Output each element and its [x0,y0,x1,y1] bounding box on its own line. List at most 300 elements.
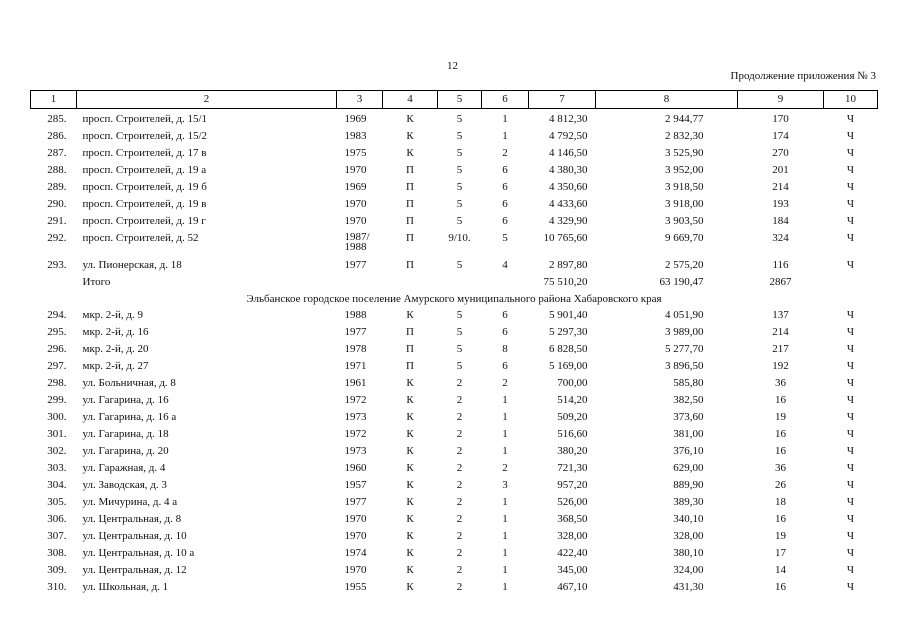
category-cell: Ч [846,428,855,440]
table-row [31,147,878,164]
material-cell: К [406,147,414,159]
entrances-cell: 6 [502,360,508,372]
floors-cell: 2 [456,394,463,406]
material-cell: К [406,394,414,406]
residents-cell: 16 [775,428,786,440]
total-living-sum: 63 190,47 [659,276,704,288]
category-cell: Ч [846,547,855,559]
residents-cell: 214 [772,326,789,338]
material-cell: П [406,198,414,210]
row-number: 286. [47,130,67,142]
floors-cell: 5 [456,326,463,338]
category-cell: Ч [846,564,855,576]
table-row [31,130,878,147]
total-area-cell: 516,60 [557,428,588,440]
table-row [31,164,878,181]
row-number: 306. [47,513,67,525]
address-cell: мкр. 2-й, д. 16 [82,326,149,338]
year-cell: 1977 [344,326,367,338]
material-cell: К [406,496,414,508]
total-area-cell: 4 350,60 [549,181,588,193]
category-cell: Ч [846,147,855,159]
total-area-cell: 328,00 [557,530,588,542]
living-area-cell: 629,00 [673,462,704,474]
year-cell: 1961 [344,377,367,389]
floors-cell: 5 [456,181,463,193]
living-area-cell: 585,80 [673,377,704,389]
category-cell: Ч [846,462,855,474]
entrances-cell: 8 [502,343,508,355]
year-cell: 1970 [344,513,367,525]
floors-cell: 5 [456,360,463,372]
total-area-cell: 721,30 [557,462,588,474]
address-cell: мкр. 2-й, д. 27 [82,360,149,372]
residents-cell: 137 [772,309,789,321]
category-cell: Ч [846,411,855,423]
living-area-cell: 340,10 [673,513,704,525]
year-cell: 1970 [344,198,367,210]
table-row [31,394,878,411]
total-area-cell: 5 901,40 [549,309,588,321]
row-number: 285. [47,113,67,125]
total-area-cell: 368,50 [557,513,588,525]
material-cell: К [406,513,414,525]
residents-cell: 116 [772,259,789,271]
entrances-cell: 6 [502,215,508,227]
address-cell: мкр. 2-й, д. 20 [82,343,149,355]
category-cell: Ч [846,232,855,244]
material-cell: К [406,530,414,542]
table-row [31,479,878,496]
total-area-cell: 4 329,90 [549,215,588,227]
entrances-cell: 6 [502,181,508,193]
residents-cell: 192 [772,360,789,372]
row-number: 290. [47,198,67,210]
address-cell: ул. Пионерская, д. 18 [82,259,182,271]
row-number: 292. [47,232,67,244]
address-cell: просп. Строителей, д. 15/2 [82,130,208,142]
total-area-cell: 4 380,30 [549,164,588,176]
header-cell: 10 [824,91,878,109]
living-area-cell: 431,30 [673,581,704,593]
category-cell: Ч [846,530,855,542]
row-number: 301. [47,428,67,440]
residents-cell: 26 [775,479,786,491]
address-cell: ул. Центральная, д. 10 а [82,547,195,559]
header-cell: 7 [529,91,596,109]
header-row [31,91,878,109]
total-area-cell: 4 433,60 [549,198,588,210]
residents-cell: 174 [772,130,789,142]
material-cell: П [406,232,414,244]
row-number: 310. [47,581,67,593]
row-number: 287. [47,147,67,159]
year-cell: 1973 [344,445,367,457]
material-cell: П [406,343,414,355]
entrances-cell: 1 [502,530,508,542]
living-area-cell: 2 832,30 [665,130,704,142]
living-area-cell: 2 944,77 [665,113,704,125]
entrances-cell: 6 [502,198,508,210]
table-row [31,343,878,360]
residents-cell: 16 [775,513,786,525]
floors-cell: 2 [456,411,463,423]
material-cell: К [406,428,414,440]
address-cell: просп. Строителей, д. 15/1 [82,113,208,125]
living-area-cell: 376,10 [673,445,704,457]
material-cell: К [406,411,414,423]
entrances-cell: 1 [502,564,508,576]
row-number: 303. [47,462,67,474]
address-cell: ул. Больничная, д. 8 [82,377,176,389]
header-cell: 2 [77,91,337,109]
floors-cell: 5 [456,198,463,210]
address-cell: ул. Гагарина, д. 16 а [82,411,177,423]
living-area-cell: 5 277,70 [665,343,704,355]
address-cell: мкр. 2-й, д. 9 [82,309,143,321]
floors-cell: 2 [456,445,463,457]
residents-cell: 19 [775,530,786,542]
year-cell: 1983 [344,130,367,142]
category-cell: Ч [846,198,855,210]
row-number: 307. [47,530,67,542]
living-area-cell: 4 051,90 [665,309,704,321]
address-cell: ул. Школьная, д. 1 [82,581,169,593]
total-row [31,276,878,293]
row-number: 309. [47,564,67,576]
category-cell: Ч [846,164,855,176]
total-area-cell: 4 812,30 [549,113,588,125]
material-cell: К [406,113,414,125]
row-number: 305. [47,496,67,508]
category-cell: Ч [846,513,855,525]
year-cell: 1975 [344,147,367,159]
category-cell: Ч [846,394,855,406]
table-row [31,259,878,276]
residents-cell: 193 [772,198,789,210]
table-row [31,462,878,479]
total-area-cell: 4 792,50 [549,130,588,142]
material-cell: К [406,130,414,142]
total-area-cell: 345,00 [557,564,588,576]
living-area-cell: 3 896,50 [665,360,704,372]
year-cell: 1969 [344,113,367,125]
residents-cell: 170 [772,113,789,125]
floors-cell: 5 [456,147,463,159]
material-cell: П [406,181,414,193]
entrances-cell: 1 [502,394,508,406]
table-row [31,547,878,564]
residents-cell: 14 [775,564,786,576]
row-number: 302. [47,445,67,457]
year-cell: 1970 [344,530,367,542]
entrances-cell: 1 [502,513,508,525]
entrances-cell: 1 [502,445,508,457]
address-cell: ул. Гагарина, д. 16 [82,394,169,406]
material-cell: К [406,462,414,474]
living-area-cell: 389,30 [673,496,704,508]
row-number: 294. [47,309,67,321]
total-area-sum: 75 510,20 [543,276,588,288]
table-row [31,564,878,581]
material-cell: К [406,547,414,559]
total-residents-sum: 2867 [769,276,792,288]
entrances-cell: 5 [502,232,508,244]
row-number: 295. [47,326,67,338]
table-row [31,198,878,215]
entrances-cell: 1 [502,496,508,508]
year-cell: 1970 [344,564,367,576]
address-cell: ул. Заводская, д. 3 [82,479,167,491]
entrances-cell: 6 [502,164,508,176]
floors-cell: 2 [456,428,463,440]
entrances-cell: 6 [502,326,508,338]
living-area-cell: 380,10 [673,547,704,559]
year-cell: 1970 [344,215,367,227]
residents-cell: 217 [772,343,789,355]
material-cell: П [406,164,414,176]
year-cell: 1977 [344,259,367,271]
total-area-cell: 6 828,50 [549,343,588,355]
entrances-cell: 1 [502,547,508,559]
residents-cell: 16 [775,394,786,406]
year-cell: 1955 [344,581,367,593]
entrances-cell: 2 [502,377,508,389]
residents-cell: 18 [775,496,786,508]
header-cell: 9 [738,91,824,109]
table-row [31,215,878,232]
material-cell: П [406,259,414,271]
living-area-cell: 3 989,00 [665,326,704,338]
floors-cell: 5 [456,309,463,321]
table-row [31,360,878,377]
living-area-cell: 373,60 [673,411,704,423]
entrances-cell: 3 [502,479,508,491]
address-cell: ул. Мичурина, д. 4 а [82,496,178,508]
floors-cell: 2 [456,581,463,593]
material-cell: К [406,564,414,576]
total-area-cell: 467,10 [557,581,588,593]
section-row [31,293,878,309]
living-area-cell: 3 918,50 [665,181,704,193]
material-cell: П [406,360,414,372]
floors-cell: 5 [456,130,463,142]
floors-cell: 2 [456,547,463,559]
page-number: 12 [447,60,458,72]
total-area-cell: 957,20 [557,479,588,491]
total-area-cell: 526,00 [557,496,588,508]
year-cell: 1971 [344,360,367,372]
year-cell: 1957 [344,479,367,491]
entrances-cell: 1 [502,130,508,142]
category-cell: Ч [846,181,855,193]
empty-cell [337,276,383,293]
residents-cell: 270 [772,147,789,159]
category-cell: Ч [846,343,855,355]
residents-cell: 184 [772,215,789,227]
address-cell: просп. Строителей, д. 19 а [82,164,207,176]
row-number: 299. [47,394,67,406]
material-cell: К [406,309,414,321]
section-title: Эльбанское городское поселение Амурского муниципального района Хабаровского края [246,293,662,305]
living-area-cell: 3 903,50 [665,215,704,227]
entrances-cell: 1 [502,411,508,423]
category-cell: Ч [846,479,855,491]
material-cell: К [406,581,414,593]
year-cell: 1973 [344,411,367,423]
row-number: 297. [47,360,67,372]
address-cell: ул. Центральная, д. 12 [82,564,187,576]
living-area-cell: 3 525,90 [665,147,704,159]
empty-cell [824,276,878,293]
living-area-cell: 3 918,00 [665,198,704,210]
living-area-cell: 3 952,00 [665,164,704,176]
material-cell: П [406,326,414,338]
year-cell: 1972 [344,394,367,406]
material-cell: К [406,445,414,457]
address-cell: ул. Центральная, д. 8 [82,513,182,525]
row-number: 289. [47,181,67,193]
residents-cell: 324 [772,232,789,244]
year-cell: 1978 [344,343,367,355]
living-area-cell: 2 575,20 [665,259,704,271]
year-cell: 1977 [344,496,367,508]
residents-cell: 16 [775,581,786,593]
housing-table [30,90,878,598]
year-cell: 1988 [344,309,367,321]
living-area-cell: 324,00 [673,564,704,576]
total-area-cell: 700,00 [557,377,588,389]
category-cell: Ч [846,360,855,372]
living-area-cell: 382,50 [673,394,704,406]
floors-cell: 5 [456,113,463,125]
category-cell: Ч [846,581,855,593]
header-cell: 5 [438,91,482,109]
table-row [31,377,878,394]
table-row [31,530,878,547]
table-row [31,513,878,530]
total-area-cell: 5 297,30 [549,326,588,338]
header-cell: 8 [596,91,738,109]
residents-cell: 36 [775,462,786,474]
floors-cell: 5 [456,259,463,271]
floors-cell: 9/10. [448,232,471,244]
year-cell: 1960 [344,462,367,474]
entrances-cell: 1 [502,428,508,440]
floors-cell: 2 [456,377,463,389]
category-cell: Ч [846,377,855,389]
residents-cell: 19 [775,411,786,423]
floors-cell: 2 [456,462,463,474]
entrances-cell: 2 [502,462,508,474]
category-cell: Ч [846,326,855,338]
category-cell: Ч [846,445,855,457]
floors-cell: 2 [456,564,463,576]
floors-cell: 5 [456,164,463,176]
table-body-part-1 [31,109,878,233]
empty-cell [383,276,438,293]
year-cell: 1972 [344,428,367,440]
residents-cell: 214 [772,181,789,193]
row-number: 304. [47,479,67,491]
floors-cell: 2 [456,496,463,508]
total-area-cell: 380,20 [557,445,588,457]
header-cell: 1 [31,91,77,109]
total-area-cell: 4 146,50 [549,147,588,159]
address-cell: просп. Строителей, д. 17 в [82,147,207,159]
address-cell: просп. Строителей, д. 19 в [82,198,207,210]
total-area-cell: 509,20 [557,411,588,423]
header-cell: 6 [482,91,529,109]
entrances-cell: 6 [502,309,508,321]
table-row [31,181,878,198]
floors-cell: 5 [456,343,463,355]
floors-cell: 2 [456,530,463,542]
address-cell: ул. Гаражная, д. 4 [82,462,166,474]
year-line-2: 1988 [344,241,367,253]
residents-cell: 201 [772,164,789,176]
address-cell: просп. Строителей, д. 19 г [82,215,206,227]
floors-cell: 5 [456,215,463,227]
row-number: 308. [47,547,67,559]
category-cell: Ч [846,309,855,321]
row-number: 293. [47,259,67,271]
table-body-part-3 [31,309,878,598]
row-number: 296. [47,343,67,355]
year-line-1: 1987/ [344,231,370,243]
address-cell: ул. Центральная, д. 10 [82,530,187,542]
header-cell: 4 [383,91,438,109]
table-row [31,496,878,513]
floors-cell: 2 [456,479,463,491]
residents-cell: 17 [775,547,786,559]
address-cell: просп. Строителей, д. 52 [82,232,199,244]
residents-cell: 16 [775,445,786,457]
total-area-cell: 422,40 [557,547,588,559]
entrances-cell: 2 [502,147,508,159]
empty-cell [438,276,482,293]
empty-cell [31,276,77,293]
address-cell: просп. Строителей, д. 19 б [82,181,207,193]
living-area-cell: 328,00 [673,530,704,542]
entrances-cell: 1 [502,113,508,125]
table-row [31,411,878,428]
category-cell: Ч [846,259,855,271]
year-cell: 1974 [344,547,367,559]
category-cell: Ч [846,215,855,227]
entrances-cell: 4 [502,259,508,271]
total-area-cell: 514,20 [557,394,588,406]
year-cell: 1970 [344,164,367,176]
residents-cell: 36 [775,377,786,389]
total-area-cell: 2 897,80 [549,259,588,271]
table-row [31,326,878,343]
empty-cell [482,276,529,293]
category-cell: Ч [846,130,855,142]
table-row [31,109,878,131]
row-number: 291. [47,215,67,227]
floors-cell: 2 [456,513,463,525]
row-number: 298. [47,377,67,389]
header-cell: 3 [337,91,383,109]
row-number: 288. [47,164,67,176]
year-cell: 1969 [344,181,367,193]
material-cell: П [406,215,414,227]
total-area-cell: 5 169,00 [549,360,588,372]
year-cell [337,232,383,259]
category-cell: Ч [846,496,855,508]
appendix-continuation-note: Продолжение приложения № 3 [730,70,876,82]
